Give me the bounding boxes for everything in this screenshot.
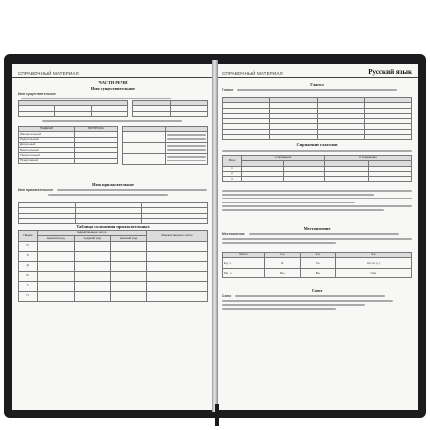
left-page — [12, 64, 214, 410]
parts-of-speech-title: ЧАСТИ РЕЧИ — [98, 80, 128, 85]
case-row: Родительный — [19, 137, 75, 142]
verb-definition — [222, 88, 412, 92]
declension-case: И. — [19, 241, 38, 251]
left-page-header — [12, 64, 214, 78]
bookmark-ribbon — [215, 404, 219, 426]
declension-case: Р. — [19, 251, 38, 261]
section-label: СПРАВОЧНЫЙ МАТЕРИАЛ — [18, 71, 79, 76]
adjective-heading: Имя прилагательное — [92, 182, 134, 187]
pronoun-header-person: 2-е — [300, 253, 335, 258]
case-row: Именительный — [19, 132, 75, 137]
declension-case: П. — [19, 291, 38, 301]
pronoun-cell: Он (м. р.) — [335, 258, 411, 269]
declension-heading: Таблица склонения прилагательных — [76, 224, 150, 229]
declension-header-singular: Единственное число — [37, 231, 146, 236]
declension-header-case: Падеж — [19, 231, 38, 242]
right-page — [216, 64, 418, 410]
verb-forms-table — [222, 97, 412, 140]
page-gutter — [212, 60, 218, 412]
person-label: 2 — [223, 171, 242, 176]
pronoun-cell: Ты — [300, 258, 335, 269]
adjective-definition — [18, 188, 208, 198]
pronoun-cell: Я — [264, 258, 300, 269]
conjunction-heading: Союз — [311, 288, 323, 293]
conjugation-table — [222, 155, 412, 182]
conjugation-header-person: Лицо — [223, 156, 242, 167]
person-label: 1 — [223, 166, 242, 171]
pronoun-header-person: 3-е — [335, 253, 411, 258]
declension-header-plural: Множественное число — [147, 231, 208, 242]
conjugation-header-first: I спряжение — [241, 156, 324, 161]
pronoun-heading: Местоимение — [303, 226, 331, 231]
adjective-forms-table — [18, 202, 208, 224]
conjugation-note — [222, 148, 412, 154]
right-page-header — [216, 64, 418, 78]
cases-header-case: ПАДЕЖИ — [19, 127, 75, 132]
pronoun-cell: Мы — [264, 269, 300, 278]
noun-definition-label: Имя существительное — [18, 92, 56, 96]
subject-title: Русский язык — [368, 68, 412, 76]
case-row: Предложный — [19, 158, 75, 163]
cases-header-questions: ВОПРОСЫ — [74, 127, 117, 132]
gender-table — [18, 100, 128, 117]
person-label: 3 — [223, 177, 242, 182]
pronoun-definition-label: Местоимение — [222, 232, 245, 236]
declension-case: Т. — [19, 281, 38, 291]
pronoun-cell: Вы — [300, 269, 335, 278]
case-row: Творительный — [19, 153, 75, 158]
section-label: СПРАВОЧНЫЙ МАТЕРИАЛ — [222, 71, 283, 76]
case-row: Дательный — [19, 142, 75, 147]
cases-table — [18, 126, 118, 164]
conjugation-rules — [222, 188, 412, 213]
conjunction-definition — [222, 294, 412, 312]
pronoun-header-number: Число — [223, 253, 265, 258]
gender-header: средний род — [74, 236, 110, 241]
pronoun-table — [222, 252, 412, 278]
verb-heading: Глагол — [310, 82, 324, 87]
gender-header: мужской род — [37, 236, 74, 241]
conjunction-definition-label: Союз — [222, 294, 232, 298]
declension-note — [42, 118, 182, 124]
conjugation-heading: Спряжение глаголов — [296, 142, 338, 147]
pronoun-row-label: Ед. ч. — [223, 258, 265, 269]
noun-heading: Имя существительное — [90, 86, 136, 91]
adjective-declension-table — [18, 230, 208, 302]
declension-case: Д. — [19, 261, 38, 271]
declension-types-table — [122, 126, 208, 165]
case-row: Винительный — [19, 148, 75, 153]
pronoun-cell: Они — [335, 269, 411, 278]
number-table — [132, 100, 208, 117]
pronoun-definition — [222, 232, 412, 246]
pronoun-header-person: 1-е — [264, 253, 300, 258]
verb-definition-label: Глагол — [222, 88, 234, 92]
gender-header: женский род — [110, 236, 146, 241]
pronoun-row-label: Мн. ч. — [223, 269, 265, 278]
adjective-definition-label: Имя прилагательное — [18, 188, 54, 192]
conjugation-header-second: II спряжение — [325, 156, 412, 161]
declension-case: В. — [19, 271, 38, 281]
